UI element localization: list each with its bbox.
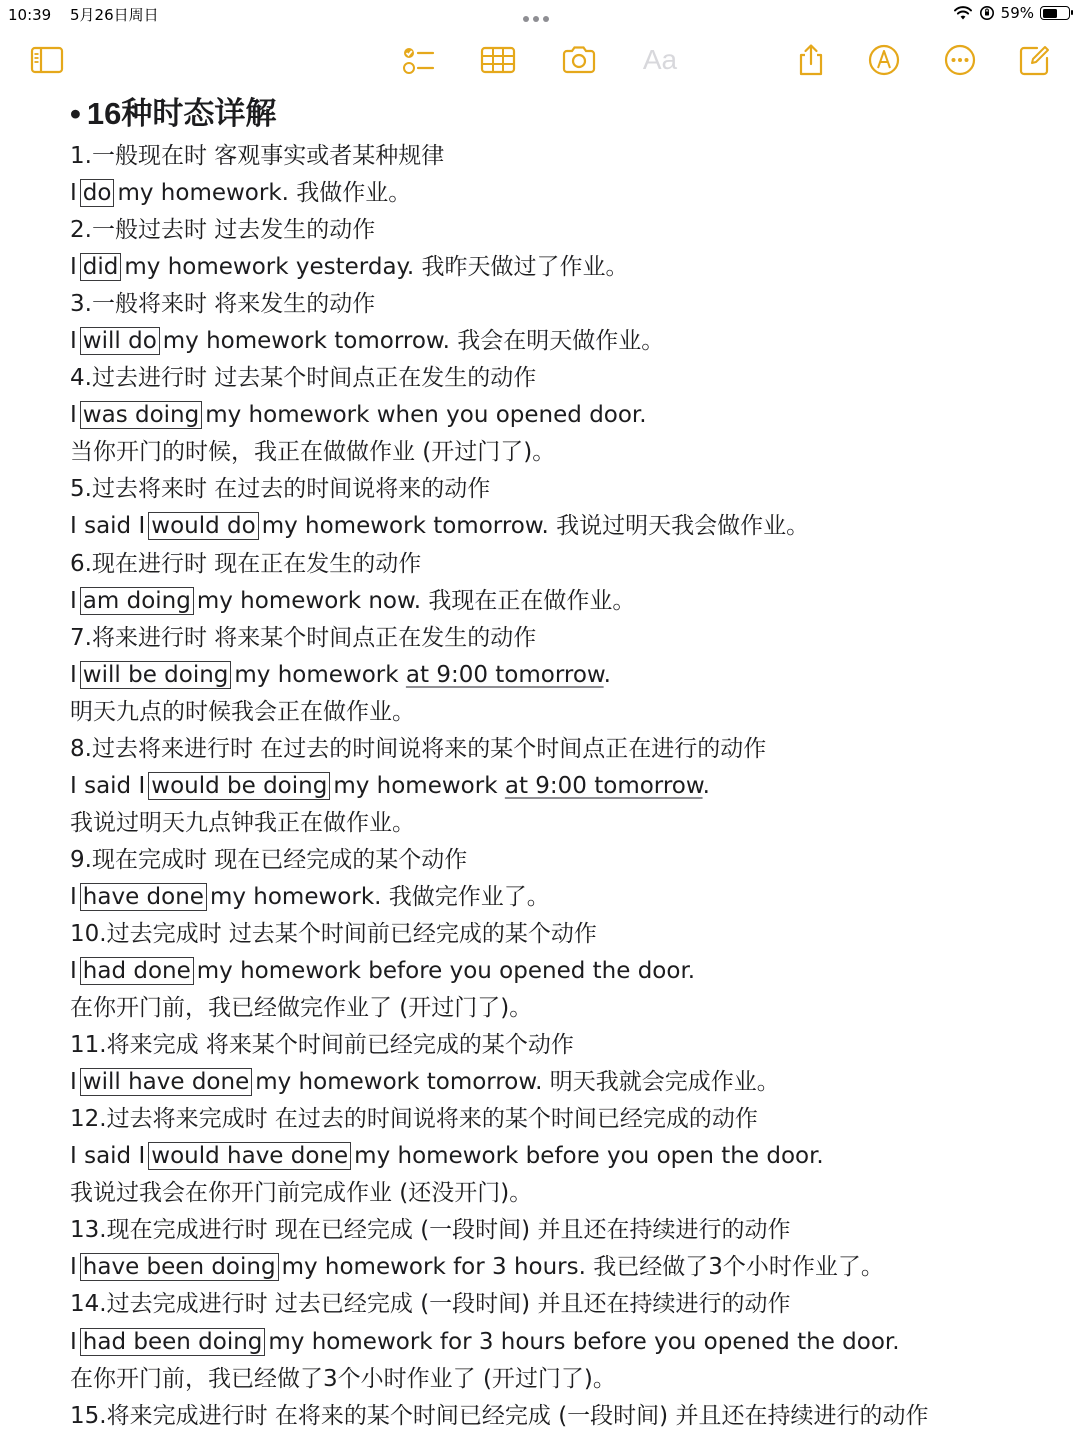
example-sentence bbox=[70, 508, 1070, 545]
note-line: 我说过我会在你开门前完成作业 (还没开门)。 bbox=[70, 1180, 533, 1207]
share-icon[interactable] bbox=[791, 38, 831, 82]
sentence-rest: my homework bbox=[234, 661, 399, 688]
boxed-verb: would have done bbox=[148, 1142, 351, 1170]
example-sentence bbox=[70, 1324, 1070, 1361]
sentence-rest: my homework when you opened door. bbox=[205, 402, 647, 429]
status-bar bbox=[0, 0, 1080, 30]
text-format-icon bbox=[640, 38, 680, 82]
orientation-lock-icon bbox=[979, 5, 995, 21]
example-sentence bbox=[70, 657, 1070, 694]
battery-icon bbox=[1040, 6, 1070, 20]
sentence-prefix: I said I bbox=[70, 1143, 146, 1170]
sentence-rest: my homework for 3 hours before you opened the door. bbox=[268, 1328, 900, 1355]
example-sentence bbox=[70, 768, 1070, 805]
sidebar-toggle-icon[interactable] bbox=[27, 38, 67, 82]
note-line: 12.过去将来完成时 在过去的时间说将来的某个时间已经完成的动作 bbox=[70, 1106, 758, 1133]
boxed-verb: would do bbox=[148, 512, 258, 540]
table-icon[interactable] bbox=[478, 38, 518, 82]
sentence-prefix: I bbox=[70, 1254, 77, 1281]
note-line: 11.将来完成 将来某个时间前已经完成的某个动作 bbox=[70, 1032, 574, 1059]
sentence-prefix: I bbox=[70, 661, 77, 688]
example-sentence bbox=[70, 323, 1070, 360]
sentence-rest: my homework bbox=[333, 772, 498, 799]
sentence-rest: my homework tomorrow. 明天我就会完成作业。 bbox=[255, 1069, 780, 1096]
sentence-rest: my homework tomorrow. 我会在明天做作业。 bbox=[162, 328, 665, 355]
sentence-prefix: I said I bbox=[70, 772, 146, 799]
note-line: 3.一般将来时 将来发生的动作 bbox=[70, 291, 376, 318]
example-sentence bbox=[70, 1138, 1070, 1175]
sentence-rest: my homework. 我做作业。 bbox=[117, 180, 412, 207]
example-sentence bbox=[70, 175, 1070, 212]
sentence-prefix: I bbox=[70, 1069, 77, 1096]
note-line: 1.一般现在时 客观事实或者某种规律 bbox=[70, 143, 445, 169]
sentence-end: . bbox=[603, 661, 611, 688]
wifi-icon bbox=[953, 5, 973, 21]
multitasking-dots-icon[interactable] bbox=[523, 8, 557, 16]
sentence-prefix: I bbox=[70, 883, 77, 910]
note-lines bbox=[70, 138, 1070, 1435]
boxed-verb: have been doing bbox=[80, 1253, 279, 1281]
note-line: 8.过去将来进行时 在过去的时间说将来的某个时间点正在进行的动作 bbox=[70, 735, 767, 762]
example-sentence bbox=[70, 583, 1070, 620]
note-line: 14.过去完成进行时 过去已经完成 (一段时间) 并且还在持续进行的动作 bbox=[70, 1291, 791, 1318]
boxed-verb: was doing bbox=[80, 401, 202, 429]
example-sentence bbox=[70, 1064, 1070, 1101]
boxed-verb: am doing bbox=[80, 587, 194, 615]
note-line: 当你开门的时候，我正在做做作业 (开过门了)。 bbox=[70, 439, 556, 466]
example-sentence bbox=[70, 1249, 1070, 1286]
status-date: 5月26日周日 bbox=[70, 6, 159, 24]
boxed-verb: had done bbox=[80, 957, 194, 985]
sentence-prefix: I bbox=[70, 180, 77, 207]
note-line: 4.过去进行时 过去某个时间点正在发生的动作 bbox=[70, 365, 537, 392]
note-line: 9.现在完成时 现在已经完成的某个动作 bbox=[70, 846, 468, 873]
status-right bbox=[953, 4, 1070, 22]
note-line: 在你开门前，我已经做完作业了 (开过门了)。 bbox=[70, 995, 533, 1022]
sentence-prefix: I bbox=[70, 958, 77, 985]
battery-percent: 59% bbox=[1000, 4, 1034, 22]
status-left bbox=[8, 4, 173, 25]
boxed-verb: would be doing bbox=[148, 772, 330, 800]
note-line: 10.过去完成时 过去某个时间前已经完成的某个动作 bbox=[70, 920, 597, 947]
example-sentence bbox=[70, 879, 1070, 916]
sentence-prefix: I bbox=[70, 328, 77, 355]
more-options-icon[interactable] bbox=[940, 38, 980, 82]
title-bullet: • bbox=[70, 96, 81, 131]
sentence-prefix: I bbox=[70, 254, 77, 281]
sentence-prefix: I bbox=[70, 1328, 77, 1355]
boxed-verb: had been doing bbox=[80, 1328, 266, 1356]
note-title bbox=[70, 92, 1070, 136]
boxed-verb: do bbox=[80, 179, 115, 207]
text-format-label: Aa bbox=[642, 44, 678, 75]
note-line: 15.将来完成进行时 在将来的某个时间已经完成 (一段时间) 并且还在持续进行的动作 bbox=[70, 1402, 929, 1429]
sentence-prefix: I said I bbox=[70, 513, 146, 540]
note-line: 13.现在完成进行时 现在已经完成 (一段时间) 并且还在持续进行的动作 bbox=[70, 1217, 791, 1244]
underlined-time: at 9:00 tomorrow bbox=[405, 661, 604, 688]
sentence-rest: my homework before you open the door. bbox=[354, 1143, 824, 1170]
boxed-verb: will be doing bbox=[80, 661, 232, 689]
underlined-time: at 9:00 tomorrow bbox=[504, 772, 703, 799]
compose-icon[interactable] bbox=[1015, 38, 1055, 82]
boxed-verb: did bbox=[80, 253, 122, 281]
example-sentence bbox=[70, 397, 1070, 434]
status-time: 10:39 bbox=[8, 6, 52, 24]
note-line: 7.将来进行时 将来某个时间点正在发生的动作 bbox=[70, 624, 537, 651]
camera-icon[interactable] bbox=[559, 38, 599, 82]
note-line: 2.一般过去时 过去发生的动作 bbox=[70, 217, 376, 244]
boxed-verb: will do bbox=[80, 327, 160, 355]
note-line: 明天九点的时候我会正在做作业。 bbox=[70, 698, 415, 725]
note-line: 在你开门前，我已经做了3个小时作业了 (开过门了)。 bbox=[70, 1365, 616, 1392]
sentence-prefix: I bbox=[70, 587, 77, 614]
sentence-rest: my homework now. 我现在正在做作业。 bbox=[196, 587, 636, 614]
sentence-rest: my homework yesterday. 我昨天做过了作业。 bbox=[124, 254, 629, 281]
note-line: 5.过去将来时 在过去的时间说将来的动作 bbox=[70, 476, 491, 503]
sentence-end: . bbox=[702, 772, 710, 799]
boxed-verb: have done bbox=[80, 883, 207, 911]
checklist-icon[interactable] bbox=[398, 38, 438, 82]
example-sentence bbox=[70, 953, 1070, 990]
note-line: 我说过明天九点钟我正在做作业。 bbox=[70, 809, 415, 836]
sentence-rest: my homework. 我做完作业了。 bbox=[209, 883, 550, 910]
note-body[interactable] bbox=[70, 92, 1070, 1435]
note-line: 6.现在进行时 现在正在发生的动作 bbox=[70, 550, 422, 577]
title-text: 16种时态详解 bbox=[86, 96, 277, 131]
boxed-verb: will have done bbox=[80, 1068, 252, 1096]
example-sentence bbox=[70, 249, 1070, 286]
sentence-rest: my homework for 3 hours. 我已经做了3个小时作业了。 bbox=[281, 1254, 884, 1281]
markup-pen-icon[interactable] bbox=[864, 38, 904, 82]
sentence-rest: my homework tomorrow. 我说过明天我会做作业。 bbox=[261, 513, 810, 540]
sentence-prefix: I bbox=[70, 402, 77, 429]
sentence-rest: my homework before you opened the door. bbox=[196, 958, 696, 985]
notes-toolbar bbox=[0, 38, 1080, 86]
